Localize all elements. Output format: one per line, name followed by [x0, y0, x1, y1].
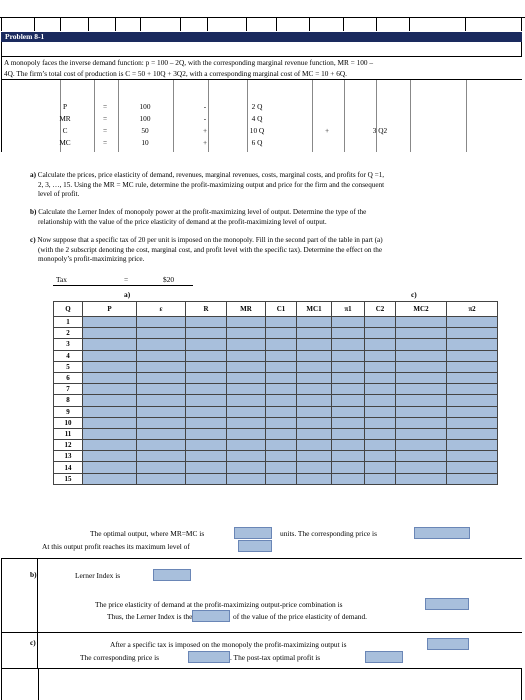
part-b-line-2: relationship with the value of the price elasticity of demand at the profit-maximizing level of output.	[38, 217, 327, 226]
input-cell[interactable]	[137, 406, 186, 417]
input-cell[interactable]	[186, 328, 227, 339]
section-divider-2	[1, 632, 522, 633]
input-cell[interactable]	[396, 339, 447, 350]
input-cell[interactable]	[137, 473, 186, 484]
table-row	[54, 361, 498, 372]
eq-op: +	[202, 138, 208, 147]
input-cell[interactable]	[332, 372, 365, 383]
input-cell[interactable]	[365, 462, 396, 473]
input-cell[interactable]	[186, 473, 227, 484]
lerner-relation-text: Thus, the Lerner Index is the	[107, 612, 193, 621]
eq-eq: =	[102, 114, 108, 123]
input-cell[interactable]	[332, 395, 365, 406]
input-cell[interactable]	[266, 406, 297, 417]
tax-underline	[53, 285, 193, 286]
elasticity-text: The price elasticity of demand at the profit-maximizing output-price combination is	[95, 600, 343, 609]
input-cell[interactable]	[227, 440, 266, 451]
eq-op2: +	[324, 126, 330, 135]
blank-cell	[365, 484, 396, 495]
part-c-line-2: (with the 2 subscript denoting the cost, marginal cost, and profit level with the specific tax). Determine the effect on the	[38, 245, 383, 254]
top-grid	[0, 0, 525, 32]
lerner-input[interactable]	[153, 569, 191, 581]
input-cell[interactable]	[447, 440, 498, 451]
input-cell[interactable]	[266, 417, 297, 428]
input-cell[interactable]	[266, 317, 297, 328]
group-c-label: c)	[411, 290, 417, 299]
elasticity-input[interactable]	[425, 598, 469, 610]
input-cell[interactable]	[137, 339, 186, 350]
table-row	[54, 317, 498, 328]
part-a-line-3: level of profit.	[38, 190, 80, 198]
input-cell[interactable]	[365, 473, 396, 484]
input-cell[interactable]	[137, 417, 186, 428]
input-cell[interactable]	[227, 361, 266, 372]
tax-label: Tax	[56, 275, 67, 284]
eq-c: 100	[139, 102, 151, 111]
input-cell[interactable]	[297, 406, 332, 417]
input-cell[interactable]	[396, 473, 447, 484]
table-row	[54, 328, 498, 339]
input-cell[interactable]	[447, 406, 498, 417]
intro-line-2: 4Q. The firm’s total cost of production is C = 50 + 10Q + 3Q2, with a corresponding marginal cost of MC = 10 + 6Q.	[4, 69, 347, 78]
tax-eq: =	[124, 275, 129, 284]
input-cell[interactable]	[297, 384, 332, 395]
blank-cell	[332, 484, 365, 495]
part-a-line-2: 2, 3, …, 15. Using the MR = MC rule, determine the profit-maximizing output and price for the firm and the consequent	[38, 180, 385, 189]
input-cell[interactable]	[227, 350, 266, 361]
q-cell: 8	[54, 395, 83, 406]
blank-row	[1, 42, 522, 56]
eq-term2: 3 Q2	[372, 126, 388, 135]
input-cell[interactable]	[447, 451, 498, 462]
input-cell[interactable]	[83, 417, 137, 428]
input-cell[interactable]	[297, 473, 332, 484]
q-cell: 9	[54, 406, 83, 417]
q-cell: 1	[54, 317, 83, 328]
input-cell[interactable]	[186, 440, 227, 451]
optimal-output-input[interactable]	[234, 527, 272, 539]
input-cell[interactable]	[266, 451, 297, 462]
input-cell[interactable]	[137, 451, 186, 462]
post-tax-output-text: After a specific tax is imposed on the monopoly the profit-maximizing output is	[110, 640, 347, 649]
input-cell[interactable]	[186, 428, 227, 439]
q-cell: 7	[54, 384, 83, 395]
part-b-label: b)	[30, 208, 37, 216]
input-cell[interactable]	[186, 451, 227, 462]
input-cell[interactable]	[137, 428, 186, 439]
input-cell[interactable]	[83, 462, 137, 473]
input-cell[interactable]	[297, 451, 332, 462]
column-header: R	[186, 302, 227, 317]
eq-eq: =	[102, 138, 108, 147]
input-cell[interactable]	[447, 328, 498, 339]
input-cell[interactable]	[227, 417, 266, 428]
input-cell[interactable]	[332, 451, 365, 462]
input-cell[interactable]	[227, 328, 266, 339]
input-cell[interactable]	[297, 417, 332, 428]
eq-term: 2 Q	[251, 102, 263, 111]
eq-op: -	[203, 114, 207, 123]
input-cell[interactable]	[297, 395, 332, 406]
input-cell[interactable]	[186, 462, 227, 473]
input-cell[interactable]	[186, 417, 227, 428]
part-c-label: c)	[30, 236, 36, 244]
answers-c-label: c)	[30, 638, 36, 647]
column-header: MR	[227, 302, 266, 317]
input-cell[interactable]	[83, 328, 137, 339]
blank-cell	[54, 484, 83, 495]
input-cell[interactable]	[83, 473, 137, 484]
part-a-text	[30, 171, 520, 200]
table-row	[54, 395, 498, 406]
input-cell[interactable]	[297, 361, 332, 372]
eq-lhs: MR	[59, 114, 71, 123]
input-cell[interactable]	[227, 451, 266, 462]
grid-line	[0, 17, 525, 18]
input-cell[interactable]	[83, 350, 137, 361]
input-cell[interactable]	[83, 384, 137, 395]
input-cell[interactable]	[137, 361, 186, 372]
input-cell[interactable]	[447, 361, 498, 372]
input-cell[interactable]	[83, 361, 137, 372]
input-cell[interactable]	[365, 395, 396, 406]
table-row	[54, 417, 498, 428]
part-c-line-1: Now suppose that a specific tax of 20 per unit is imposed on the monopoly. Fill in the second part of the table in part (a)	[37, 236, 383, 244]
eq-c: 10	[141, 138, 149, 147]
input-cell[interactable]	[365, 317, 396, 328]
input-cell[interactable]	[447, 428, 498, 439]
input-cell[interactable]	[396, 317, 447, 328]
input-cell[interactable]	[266, 462, 297, 473]
part-c-line-3: monopoly’s profit-maximizing price.	[38, 255, 145, 263]
blank-cell	[227, 484, 266, 495]
q-cell: 4	[54, 350, 83, 361]
input-cell[interactable]	[396, 451, 447, 462]
input-cell[interactable]	[447, 372, 498, 383]
blank-cell	[266, 484, 297, 495]
q-cell: 6	[54, 372, 83, 383]
input-cell[interactable]	[447, 384, 498, 395]
input-cell[interactable]	[227, 428, 266, 439]
column-header: π2	[447, 302, 498, 317]
input-cell[interactable]	[365, 417, 396, 428]
input-cell[interactable]	[137, 462, 186, 473]
part-b-line-1: Calculate the Lerner Index of monopoly power at the profit-maximizing level of output. Determine the type of the	[38, 208, 367, 216]
optimal-price-input[interactable]	[414, 527, 470, 539]
input-cell[interactable]	[365, 339, 396, 350]
input-cell[interactable]	[332, 473, 365, 484]
column-header: C1	[266, 302, 297, 317]
input-cell[interactable]	[137, 350, 186, 361]
part-a-label: a)	[30, 171, 36, 179]
input-cell[interactable]	[83, 339, 137, 350]
input-cell[interactable]	[332, 361, 365, 372]
input-cell[interactable]	[447, 317, 498, 328]
optimal-price-text: units. The corresponding price is	[280, 529, 377, 538]
eq-op: -	[203, 102, 207, 111]
input-cell[interactable]	[396, 462, 447, 473]
input-cell[interactable]	[266, 395, 297, 406]
input-cell[interactable]	[332, 462, 365, 473]
input-cell[interactable]	[227, 339, 266, 350]
input-cell[interactable]	[227, 317, 266, 328]
input-cell[interactable]	[297, 462, 332, 473]
eq-term: 10 Q	[249, 126, 265, 135]
table-row	[54, 451, 498, 462]
q-cell: 10	[54, 417, 83, 428]
input-cell[interactable]	[227, 384, 266, 395]
blank-cell	[447, 484, 498, 495]
input-cell[interactable]	[332, 417, 365, 428]
post-tax-profit-input[interactable]	[365, 651, 403, 663]
input-cell[interactable]	[447, 473, 498, 484]
input-cell[interactable]	[83, 372, 137, 383]
bottom-grid	[0, 668, 525, 700]
input-cell[interactable]	[396, 417, 447, 428]
q-cell: 14	[54, 462, 83, 473]
input-cell[interactable]	[266, 473, 297, 484]
q-cell: 5	[54, 361, 83, 372]
input-cell[interactable]	[447, 462, 498, 473]
input-cell[interactable]	[447, 395, 498, 406]
q-cell: 11	[54, 428, 83, 439]
answers-b-label: b)	[30, 570, 37, 579]
input-cell[interactable]	[396, 361, 447, 372]
table-row	[54, 462, 498, 473]
table-row	[54, 440, 498, 451]
group-a-label: a)	[124, 290, 131, 299]
intro-line-1: A monopoly faces the inverse demand function: p = 100 – 2Q, with the corresponding marginal revenue function, MR = 100 –	[4, 58, 374, 67]
input-cell[interactable]	[186, 406, 227, 417]
input-cell[interactable]	[365, 384, 396, 395]
input-cell[interactable]	[365, 372, 396, 383]
input-cell[interactable]	[365, 361, 396, 372]
input-cell[interactable]	[297, 372, 332, 383]
input-cell[interactable]	[227, 462, 266, 473]
input-cell[interactable]	[332, 317, 365, 328]
lerner-relation-tail: of the value of the price elasticity of demand.	[233, 612, 368, 621]
table-row	[54, 372, 498, 383]
post-tax-price-text: The corresponding price is	[80, 653, 160, 662]
input-cell[interactable]	[266, 372, 297, 383]
blank-cell	[297, 484, 332, 495]
column-header: P	[83, 302, 137, 317]
input-cell[interactable]	[297, 350, 332, 361]
blank-cell	[83, 484, 137, 495]
input-cell[interactable]	[186, 317, 227, 328]
data-table	[53, 301, 498, 495]
table-row	[54, 339, 498, 350]
eq-term: 4 Q	[251, 114, 263, 123]
input-cell[interactable]	[365, 406, 396, 417]
input-cell[interactable]	[186, 372, 227, 383]
eq-c: 100	[139, 114, 151, 123]
input-cell[interactable]	[186, 361, 227, 372]
input-cell[interactable]	[365, 451, 396, 462]
max-profit-text: At this output profit reaches its maximum level of	[42, 542, 190, 551]
eq-op: +	[202, 126, 208, 135]
eq-eq: =	[102, 102, 108, 111]
lerner-text: Lerner Index is	[75, 571, 121, 580]
input-cell[interactable]	[266, 339, 297, 350]
input-cell[interactable]	[365, 428, 396, 439]
tax-value: $20	[163, 275, 175, 284]
input-cell[interactable]	[447, 350, 498, 361]
table-row	[54, 406, 498, 417]
q-cell: 13	[54, 451, 83, 462]
part-c-text	[30, 236, 520, 265]
input-cell[interactable]	[137, 395, 186, 406]
post-tax-price-input[interactable]	[188, 651, 230, 663]
table-row	[54, 350, 498, 361]
input-cell[interactable]	[137, 440, 186, 451]
input-cell[interactable]	[297, 317, 332, 328]
input-cell[interactable]	[83, 406, 137, 417]
q-cell: 2	[54, 328, 83, 339]
column-header: MC1	[297, 302, 332, 317]
input-cell[interactable]	[83, 428, 137, 439]
input-cell[interactable]	[186, 395, 227, 406]
input-cell[interactable]	[332, 339, 365, 350]
table-row	[54, 473, 498, 484]
column-header: MC2	[396, 302, 447, 317]
input-cell[interactable]	[297, 339, 332, 350]
input-cell[interactable]	[396, 395, 447, 406]
eq-lhs: P	[62, 102, 68, 111]
lerner-relation-input[interactable]	[192, 610, 230, 622]
input-cell[interactable]	[332, 440, 365, 451]
eq-c: 50	[141, 126, 149, 135]
eq-lhs: MC	[59, 138, 71, 147]
input-cell[interactable]	[396, 406, 447, 417]
input-cell[interactable]	[83, 317, 137, 328]
input-cell[interactable]	[186, 339, 227, 350]
post-tax-output-input[interactable]	[427, 638, 469, 650]
input-cell[interactable]	[396, 440, 447, 451]
part-b-text	[30, 208, 520, 227]
input-cell[interactable]	[227, 473, 266, 484]
input-cell[interactable]	[396, 328, 447, 339]
input-cell[interactable]	[332, 350, 365, 361]
blank-cell	[137, 484, 186, 495]
section-divider	[1, 558, 522, 559]
input-cell[interactable]	[266, 361, 297, 372]
input-cell[interactable]	[396, 384, 447, 395]
input-cell[interactable]	[137, 317, 186, 328]
q-cell: 3	[54, 339, 83, 350]
column-header: Q	[54, 302, 83, 317]
input-cell[interactable]	[137, 328, 186, 339]
blank-cell	[396, 484, 447, 495]
input-cell[interactable]	[447, 417, 498, 428]
input-cell[interactable]	[396, 428, 447, 439]
input-cell[interactable]	[266, 350, 297, 361]
column-header: C2	[365, 302, 396, 317]
eq-term: 6 Q	[251, 138, 263, 147]
input-cell[interactable]	[332, 328, 365, 339]
eq-eq: =	[102, 126, 108, 135]
intro-text	[1, 56, 522, 80]
input-cell[interactable]	[227, 406, 266, 417]
table-row	[54, 484, 498, 495]
input-cell[interactable]	[137, 372, 186, 383]
input-cell[interactable]	[266, 384, 297, 395]
q-cell: 15	[54, 473, 83, 484]
input-cell[interactable]	[186, 384, 227, 395]
input-cell[interactable]	[297, 328, 332, 339]
input-cell[interactable]	[365, 328, 396, 339]
table-header-row	[54, 302, 498, 317]
column-header: ε	[137, 302, 186, 317]
input-cell[interactable]	[365, 350, 396, 361]
blank-cell	[186, 484, 227, 495]
input-cell[interactable]	[266, 440, 297, 451]
column-header: π1	[332, 302, 365, 317]
optimal-output-text: The optimal output, where MR=MC is	[90, 529, 205, 538]
input-cell[interactable]	[447, 339, 498, 350]
input-cell[interactable]	[266, 328, 297, 339]
part-a-line-1: Calculate the prices, price elasticity of demand, revenues, marginal revenues, costs, marginal costs, and profits for Q =1,	[37, 171, 385, 179]
input-cell[interactable]	[227, 395, 266, 406]
table-row	[54, 384, 498, 395]
input-cell[interactable]	[297, 440, 332, 451]
q-cell: 12	[54, 440, 83, 451]
problem-title: Problem 8-1	[1, 32, 522, 42]
input-cell[interactable]	[83, 440, 137, 451]
input-cell[interactable]	[297, 428, 332, 439]
input-cell[interactable]	[332, 428, 365, 439]
input-cell[interactable]	[266, 428, 297, 439]
max-profit-input[interactable]	[238, 540, 272, 552]
input-cell[interactable]	[186, 350, 227, 361]
post-tax-profit-text: . The post-tax optimal profit is	[230, 653, 321, 662]
input-cell[interactable]	[83, 451, 137, 462]
input-cell[interactable]	[332, 384, 365, 395]
input-cell[interactable]	[83, 395, 137, 406]
eq-lhs: C	[62, 126, 68, 135]
input-cell[interactable]	[396, 372, 447, 383]
input-cell[interactable]	[137, 384, 186, 395]
input-cell[interactable]	[332, 406, 365, 417]
input-cell[interactable]	[365, 440, 396, 451]
table-row	[54, 428, 498, 439]
input-cell[interactable]	[396, 350, 447, 361]
input-cell[interactable]	[227, 372, 266, 383]
